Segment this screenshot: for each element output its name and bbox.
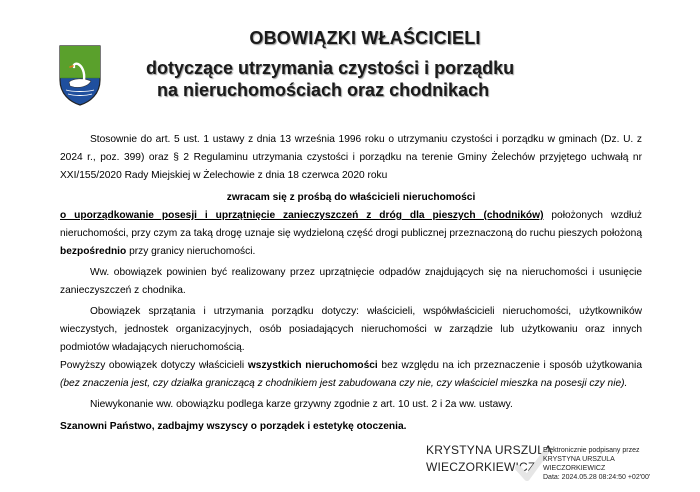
document-title: OBOWIĄZKI WŁAŚCICIELI: [249, 28, 481, 48]
penalty-paragraph: Niewykonanie ww. obowiązku podlega karze grzywny zgodnie z art. 10 ust. 2 i 2a ww. ustawy.: [90, 399, 513, 410]
cleanup-request-emphasis: bezpośrednio: [60, 246, 127, 257]
document-subtitle-line2: na nieruchomościach oraz chodnikach: [157, 80, 490, 100]
document-body: [60, 131, 642, 436]
signer-name-line2: WIECZORKIEWICZ: [426, 460, 536, 474]
signature-line3: WIECZORKIEWICZ: [543, 465, 606, 472]
appeal-line: zwracam się z prośbą do właścicieli nieruchomości: [226, 192, 476, 203]
cleanup-request-bold: o uporządkowanie posesji i uprzątnięcie zanieczyszczeń z dróg dla pieszych (chodników): [60, 210, 544, 221]
legal-basis-paragraph: Stosownie do art. 5 ust. 1 ustawy z dnia 13 września 1996 roku o utrzymaniu czystości i porządku w gminach (Dz. U. z 2024 r., poz. 399) oraz § 2 Regulaminu utrzymania czystości i porządku na terenie Gminy Żelechów przyjętego uchwałą nr XXI/155/2020 Rady Miejskiej w Żelechowie z dnia 18 czerwca 2020 roku: [60, 134, 642, 181]
signature-line1: Elektronicznie podpisany przez: [543, 447, 640, 454]
scope-paragraph: Obowiązek sprzątania i utrzymania porządku dotyczy: właścicieli, współwłaścicieli nieruchomości, użytkowników wieczystych, jednostek organizacyjnych, osób posiadających nieruchomości w zarządzie lub użytkowaniu oraz innych podmiotów władających nieruchomością.: [60, 306, 642, 353]
municipality-crest-icon: [58, 44, 102, 106]
all-properties-text: bez względu na ich przeznaczenie i sposób użytkowania: [377, 360, 642, 371]
signature-date: Data: 2024.05.28 08:24:50 +02'00': [543, 474, 651, 481]
cleanup-request-paragraph: [60, 207, 642, 261]
all-properties-start: Powyższy obowiązek dotyczy właścicieli: [60, 360, 248, 371]
all-properties-italic: (bez znaczenia jest, czy działka graniczącą z chodnikiem jest zabudowana czy nie, czy właściciel mieszka na posesji czy nie).: [60, 378, 628, 389]
all-properties-paragraph: [60, 357, 642, 393]
cleanup-request-text: położonych wzdłuż nieruchomości, przy czym za taką drogę uznaje się wydzieloną część drogi publicznej przeznaczoną do ruchu pieszych położoną: [60, 210, 643, 239]
closing-line: Szanowni Państwo, zadbajmy wszyscy o porządek i estetykę otoczenia.: [60, 421, 407, 432]
cleanup-request-end: przy granicy nieruchomości.: [126, 246, 256, 257]
obligation-paragraph: Ww. obowiązek powinien być realizowany przez uprzątnięcie odpadów znajdujących się na nieruchomości i usunięcie zanieczyszczeń z chodnika.: [60, 267, 642, 296]
signer-name-line1: KRYSTYNA URSZULA: [426, 443, 553, 457]
document-subtitle-line1: dotyczące utrzymania czystości i porządku: [146, 58, 515, 78]
all-properties-bold: wszystkich nieruchomości: [247, 360, 378, 371]
signature-line2: KRYSTYNA URSZULA: [543, 456, 615, 463]
digital-signature-info: [543, 446, 650, 482]
